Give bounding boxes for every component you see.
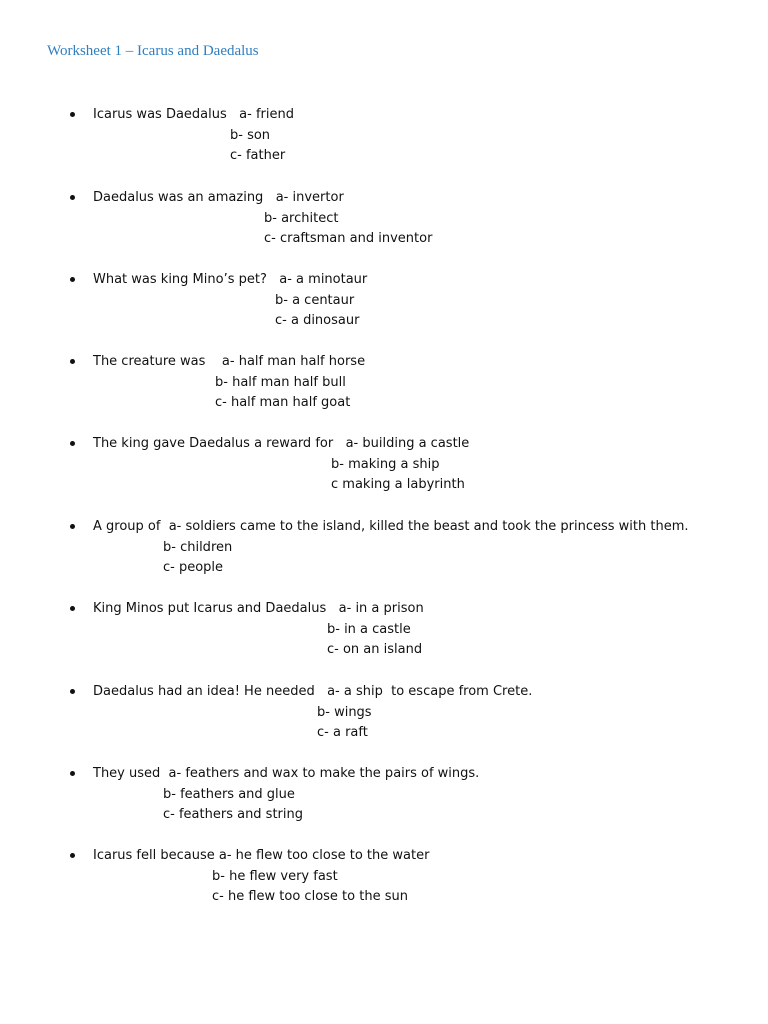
option-c: c- father <box>230 148 286 164</box>
worksheet-title: Worksheet 1 – Icarus and Daedalus <box>47 43 259 59</box>
question-stem: The king gave Daedalus a reward for <box>93 436 346 451</box>
option-c: c- a dinosaur <box>275 313 360 329</box>
option-a: a- he flew too close to the water <box>218 848 430 863</box>
option-a: a- invertor <box>275 190 344 205</box>
option-c: c- people <box>163 560 224 576</box>
option-b: b- half man half bull <box>215 374 346 390</box>
option-a: a- feathers and wax to make the pairs of wings. <box>168 766 480 781</box>
question-stem: The creature was <box>93 354 222 369</box>
option-c: c- on an island <box>327 642 423 658</box>
question <box>93 188 432 250</box>
bullet-icon <box>70 112 75 117</box>
question-stem: They used <box>93 766 169 781</box>
question <box>93 764 479 826</box>
question-stem: Icarus fell because <box>93 848 219 863</box>
question-stem: What was king Mino’s pet? <box>93 272 280 287</box>
bullet-icon <box>70 277 75 282</box>
option-b: b- in a castle <box>327 621 411 637</box>
bullet-icon <box>70 689 75 694</box>
option-a: a- half man half horse <box>221 354 366 369</box>
option-c: c- a raft <box>317 725 368 741</box>
question-stem: Daedalus had an idea! He needed <box>93 684 328 699</box>
bullet-icon <box>70 853 75 858</box>
option-a: a- building a castle <box>345 436 470 451</box>
question <box>93 105 294 167</box>
bullet-icon <box>70 195 75 200</box>
option-b: b- making a ship <box>331 456 440 472</box>
bullet-icon <box>70 524 75 529</box>
question-stem: Daedalus was an amazing <box>93 190 276 205</box>
question <box>93 270 367 332</box>
option-a: a- in a prison <box>338 601 424 616</box>
bullet-icon <box>70 606 75 611</box>
option-b: b- a centaur <box>275 292 355 308</box>
question <box>93 846 429 908</box>
question <box>93 682 532 744</box>
question <box>93 517 689 579</box>
option-c: c- feathers and string <box>163 807 304 823</box>
option-a: a- soldiers came to the island, killed the beast and took the princess with them. <box>168 519 689 534</box>
question <box>93 352 365 414</box>
option-c: c making a labyrinth <box>331 477 465 493</box>
question-stem: King Minos put Icarus and Daedalus <box>93 601 339 616</box>
option-b: b- wings <box>317 704 372 720</box>
option-b: b- feathers and glue <box>163 786 295 802</box>
option-a: a- friend <box>239 107 294 122</box>
question-stem: A group of <box>93 519 169 534</box>
option-b: b- son <box>230 127 271 143</box>
option-c: c- he flew too close to the sun <box>212 889 408 905</box>
option-b: b- he flew very fast <box>212 868 338 884</box>
question-stem: Icarus was Daedalus <box>93 107 240 122</box>
bullet-icon <box>70 771 75 776</box>
option-c: c- half man half goat <box>215 395 351 411</box>
option-a: a- a minotaur <box>279 272 368 287</box>
question <box>93 599 424 661</box>
bullet-icon <box>70 441 75 446</box>
option-b: b- children <box>163 539 233 555</box>
option-b: b- architect <box>264 210 339 226</box>
bullet-icon <box>70 359 75 364</box>
option-a: a- a ship to escape from Crete. <box>327 684 533 699</box>
question <box>93 434 469 496</box>
option-c: c- craftsman and inventor <box>264 231 433 247</box>
